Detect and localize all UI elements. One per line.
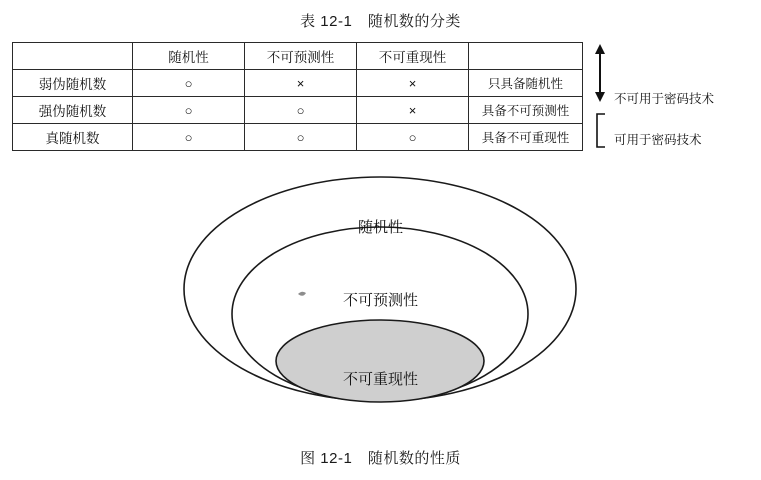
table-header-row — [13, 43, 583, 70]
cell-strong-irreproducibility: × — [357, 97, 469, 124]
cell-strong-unpredictability: ○ — [245, 97, 357, 124]
table-side-annotations — [592, 42, 757, 152]
label-unpredictability: 不可预测性 — [342, 292, 418, 309]
table-header-corner — [13, 43, 133, 70]
table-header-unpredictability: 不可预测性 — [245, 43, 357, 70]
table-header-note — [469, 43, 583, 70]
table-row — [13, 70, 583, 97]
annotation-not-for-crypto: 不可用于密码技术 — [614, 92, 715, 106]
table-header-randomness: 随机性 — [133, 43, 245, 70]
cell-weak-note: 只具备随机性 — [469, 70, 583, 97]
label-irreproducibility: 不可重现性 — [342, 371, 418, 388]
figure-caption: 图 12-1 随机数的性质 — [300, 450, 461, 467]
cell-weak-randomness: ○ — [133, 70, 245, 97]
table-row — [13, 97, 583, 124]
row-label-true-random: 真随机数 — [13, 124, 133, 151]
random-number-properties-figure — [0, 166, 761, 431]
table-caption: 表 12-1 随机数的分类 — [300, 13, 461, 30]
annotation-for-crypto: 可用于密码技术 — [614, 133, 702, 147]
label-randomness: 随机性 — [357, 219, 403, 236]
cell-true-unpredictability: ○ — [245, 124, 357, 151]
cell-true-note: 具备不可重现性 — [469, 124, 583, 151]
inner-ellipse — [276, 320, 484, 402]
table-header-irreproducibility: 不可重现性 — [357, 43, 469, 70]
cell-weak-unpredictability: × — [245, 70, 357, 97]
cell-strong-randomness: ○ — [133, 97, 245, 124]
cell-true-randomness: ○ — [133, 124, 245, 151]
cell-weak-irreproducibility: × — [357, 70, 469, 97]
cell-strong-note: 具备不可预测性 — [469, 97, 583, 124]
row-label-weak-pseudo: 弱伪随机数 — [13, 70, 133, 97]
double-arrow-icon — [592, 42, 608, 152]
random-number-classification-table — [12, 42, 582, 151]
table-row — [13, 124, 583, 151]
row-label-strong-pseudo: 强伪随机数 — [13, 97, 133, 124]
cell-true-irreproducibility: ○ — [357, 124, 469, 151]
